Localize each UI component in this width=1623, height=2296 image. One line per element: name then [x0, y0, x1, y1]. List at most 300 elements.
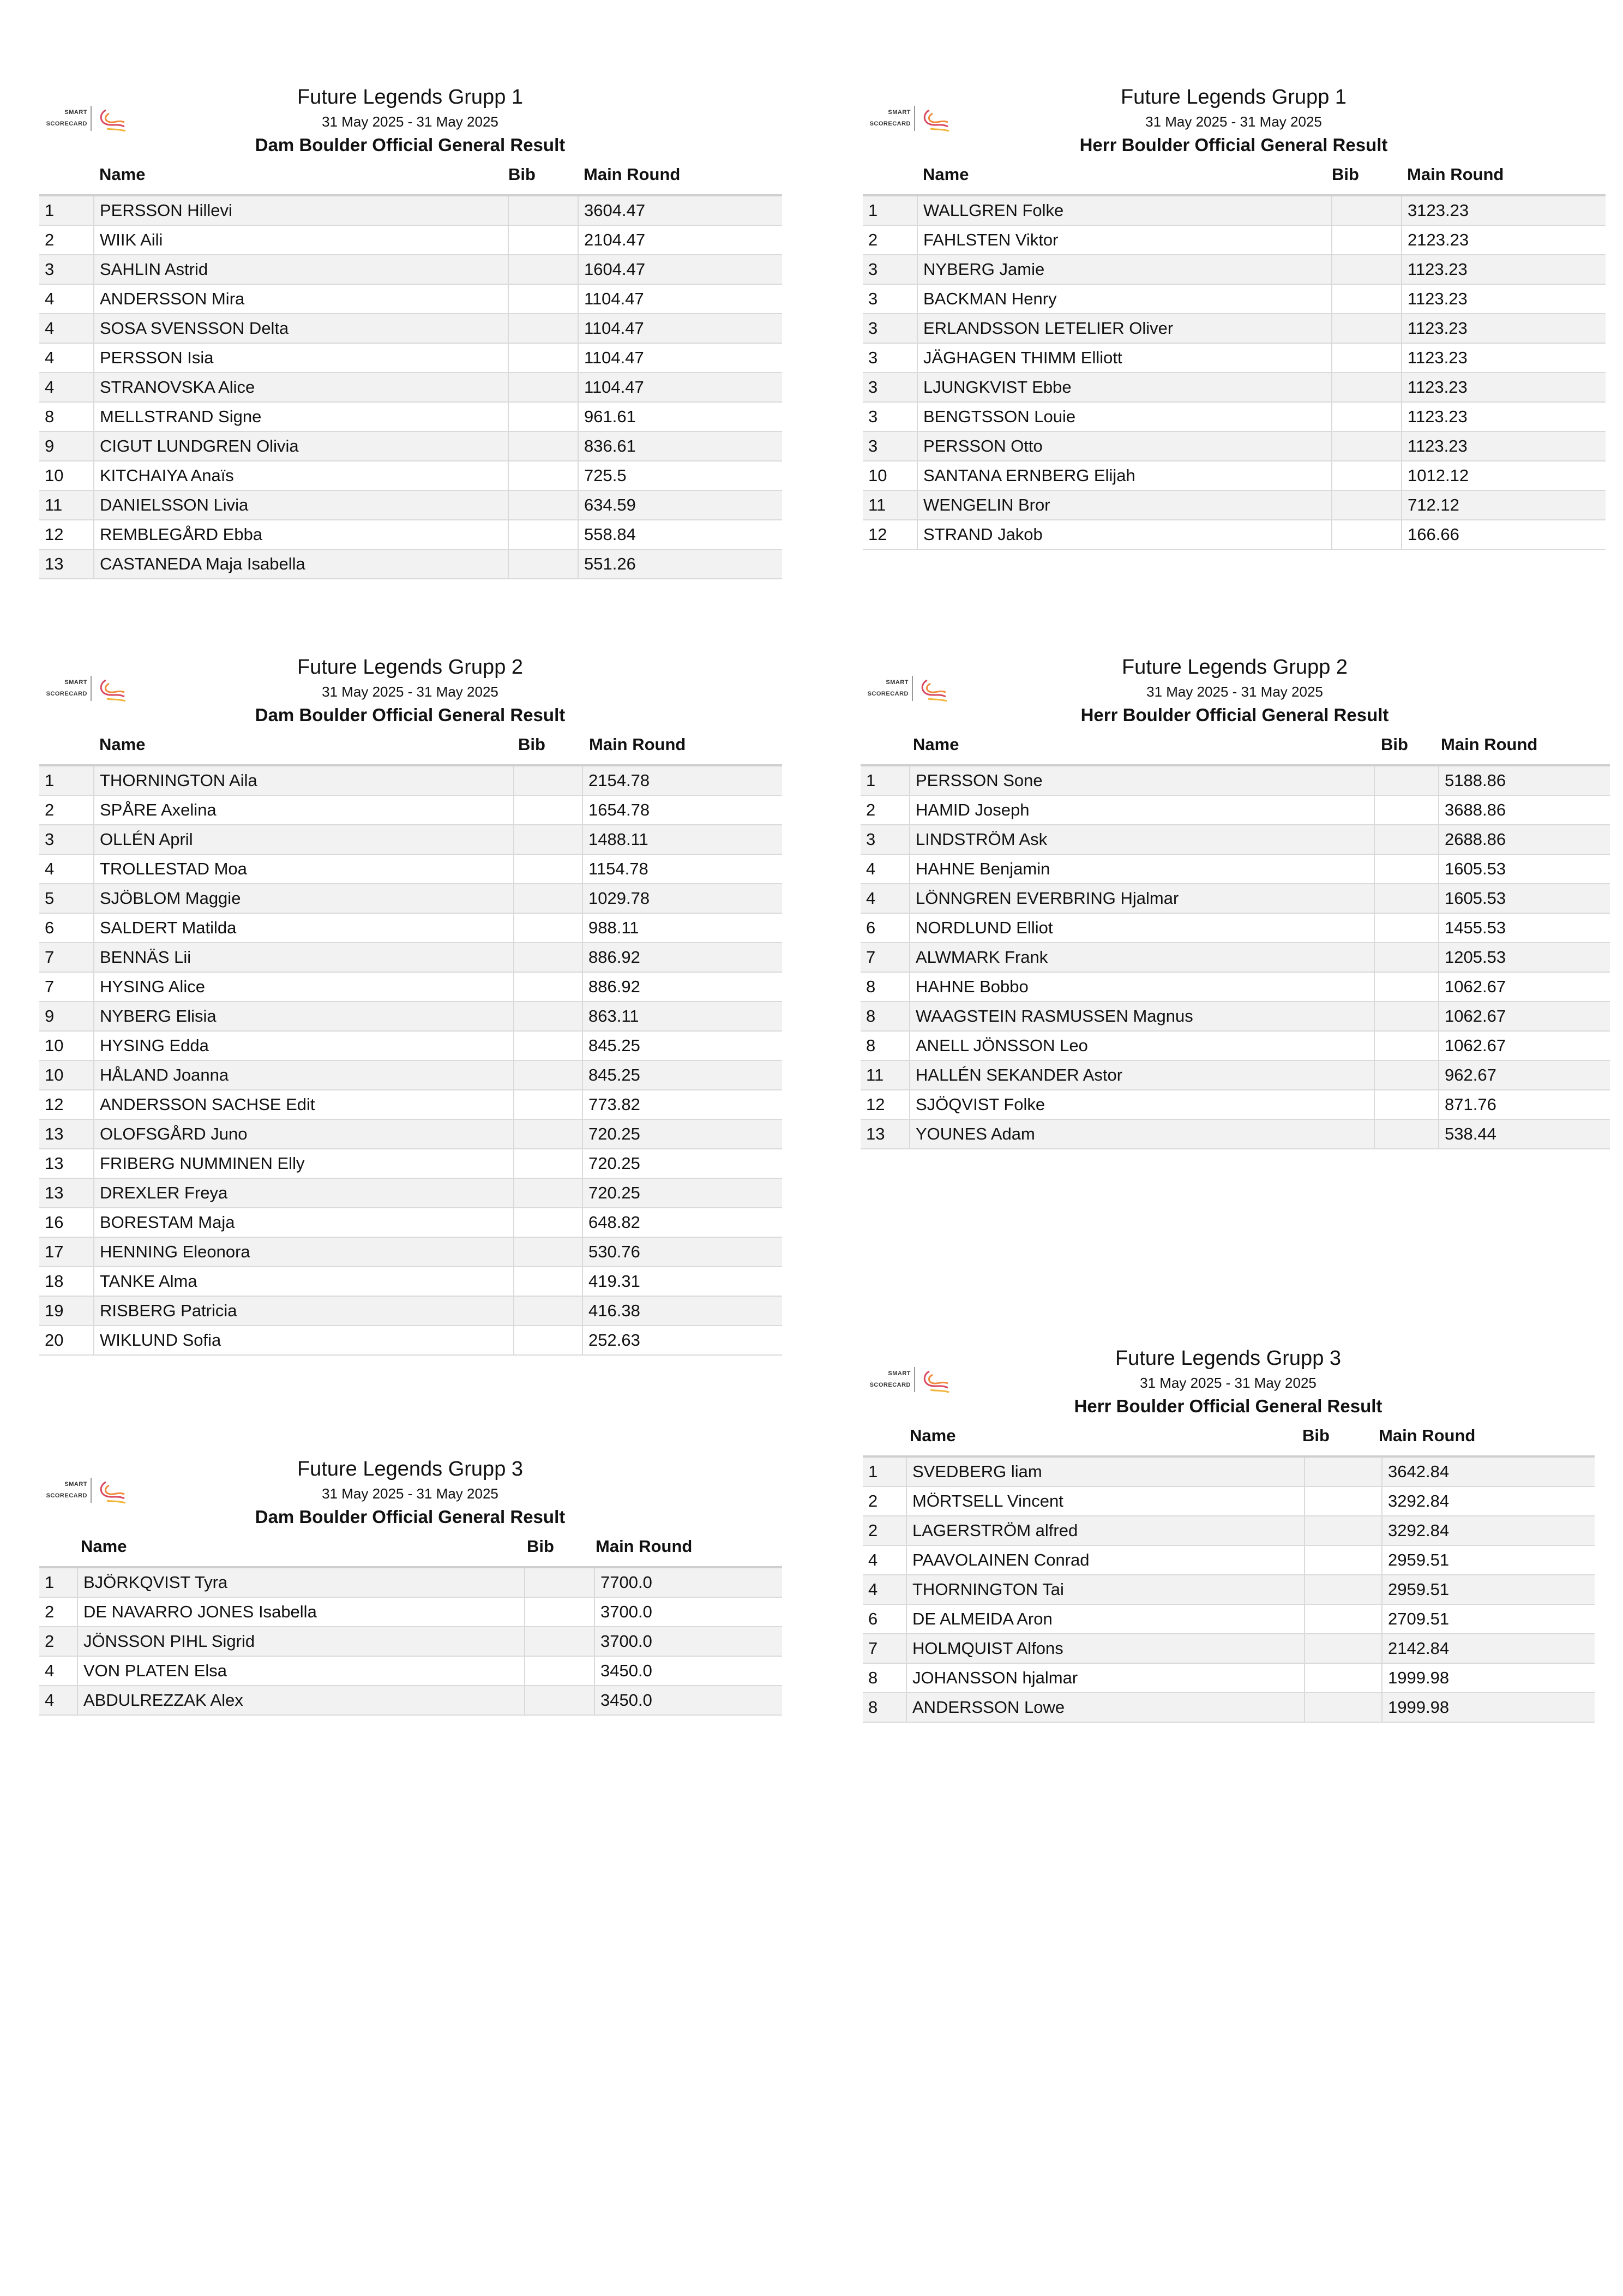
rank-cell: 7 [861, 943, 910, 972]
table-row [39, 343, 782, 373]
bib-cell [1374, 1119, 1439, 1149]
main-round-score-cell: 1455.53 [1439, 913, 1610, 943]
athlete-name-cell: ABDULREZZAK Alex [77, 1686, 525, 1715]
main-round-score-cell: 725.5 [578, 461, 782, 490]
rank-cell: 3 [863, 343, 917, 373]
competition-title: Future Legends Grupp 3 [297, 1458, 524, 1480]
table-row [863, 1516, 1595, 1545]
athlete-name-cell: BACKMAN Henry [917, 284, 1332, 314]
athlete-name-cell: THORNINGTON Aila [94, 765, 514, 795]
table-row [861, 795, 1610, 825]
main-round-score-cell: 2142.84 [1382, 1634, 1595, 1663]
table-row [39, 1208, 782, 1237]
logo-text-line: SMART [64, 1481, 87, 1488]
bib-cell [1305, 1693, 1382, 1722]
main-round-score-cell: 7700.0 [594, 1567, 782, 1597]
bib-cell [508, 520, 578, 549]
table-row [863, 373, 1606, 402]
main-round-score-cell: 1154.78 [582, 854, 782, 884]
athlete-name-cell: SALDERT Matilda [94, 913, 514, 943]
results-table [863, 194, 1606, 550]
main-round-score-cell: 252.63 [582, 1326, 782, 1355]
bib-cell [1305, 1634, 1382, 1663]
smart-scorecard-logo [41, 1478, 134, 1504]
table-row [863, 1693, 1595, 1722]
bib-cell [508, 225, 578, 255]
athlete-name-cell: DREXLER Freya [94, 1178, 514, 1208]
main-round-score-cell: 530.76 [582, 1237, 782, 1267]
main-round-score-cell: 3604.47 [578, 195, 782, 225]
smart-scorecard-logo [865, 1367, 958, 1393]
bib-cell [514, 765, 582, 795]
athlete-name-cell: HOLMQUIST Alfons [906, 1634, 1305, 1663]
column-headers [39, 163, 782, 187]
athlete-name-cell: FRIBERG NUMMINEN Elly [94, 1149, 514, 1178]
logo-text-line: SCORECARD [869, 121, 911, 127]
main-round-score-cell: 1062.67 [1439, 1002, 1610, 1031]
result-header [39, 1454, 782, 1566]
main-round-score-cell: 988.11 [582, 913, 782, 943]
rank-cell: 3 [863, 284, 917, 314]
column-header-bib: Bib [527, 1537, 554, 1556]
column-header-name: Name [910, 1426, 956, 1445]
table-row [863, 461, 1606, 490]
table-row [39, 1149, 782, 1178]
athlete-name-cell: CIGUT LUNDGREN Olivia [94, 431, 508, 461]
swirl-icon [96, 108, 129, 132]
logo-text-line: SCORECARD [46, 121, 87, 127]
competition-title: Future Legends Grupp 1 [1120, 86, 1347, 109]
table-row [863, 343, 1606, 373]
bib-cell [514, 1090, 582, 1119]
table-row [863, 225, 1606, 255]
bib-cell [1332, 490, 1402, 520]
main-round-score-cell: 1605.53 [1439, 884, 1610, 913]
rank-cell: 1 [861, 765, 910, 795]
table-row [39, 255, 782, 284]
main-round-score-cell: 961.61 [578, 402, 782, 431]
rank-cell: 11 [861, 1060, 910, 1090]
bib-cell [1374, 1060, 1439, 1090]
athlete-name-cell: HÅLAND Joanna [94, 1060, 514, 1090]
rank-cell: 6 [39, 913, 94, 943]
table-row [861, 913, 1610, 943]
bib-cell [1332, 431, 1402, 461]
logo-text [46, 107, 87, 130]
logo-divider [91, 1478, 92, 1503]
rank-cell: 3 [861, 825, 910, 854]
main-round-score-cell: 720.25 [582, 1178, 782, 1208]
table-row [863, 1663, 1595, 1693]
athlete-name-cell: DANIELSSON Livia [94, 490, 508, 520]
competition-dates: 31 May 2025 - 31 May 2025 [322, 684, 498, 700]
bib-cell [514, 795, 582, 825]
bib-cell [1332, 461, 1402, 490]
table-row [39, 284, 782, 314]
main-round-score-cell: 1604.47 [578, 255, 782, 284]
rank-cell: 19 [39, 1296, 94, 1326]
rank-cell: 2 [39, 225, 94, 255]
rank-cell: 5 [39, 884, 94, 913]
rank-cell: 10 [39, 461, 94, 490]
rank-cell: 1 [39, 195, 94, 225]
rank-cell: 8 [863, 1693, 906, 1722]
competition-dates: 31 May 2025 - 31 May 2025 [1146, 684, 1323, 700]
bib-cell [1374, 913, 1439, 943]
table-row [39, 765, 782, 795]
athlete-name-cell: NYBERG Jamie [917, 255, 1332, 284]
rank-cell: 4 [863, 1545, 906, 1575]
main-round-score-cell: 720.25 [582, 1149, 782, 1178]
main-round-score-cell: 1488.11 [582, 825, 782, 854]
table-row [39, 490, 782, 520]
rank-cell: 2 [39, 795, 94, 825]
smart-scorecard-logo [865, 106, 958, 132]
main-round-score-cell: 1029.78 [582, 884, 782, 913]
result-subtitle: Dam Boulder Official General Result [255, 1507, 566, 1527]
table-row [861, 884, 1610, 913]
column-headers [39, 733, 782, 757]
athlete-name-cell: JOHANSSON hjalmar [906, 1663, 1305, 1693]
logo-text [870, 1368, 911, 1391]
rank-cell: 4 [861, 854, 910, 884]
main-round-score-cell: 1999.98 [1382, 1663, 1595, 1693]
column-headers [863, 1424, 1595, 1448]
athlete-name-cell: NORDLUND Elliot [910, 913, 1374, 943]
bib-cell [514, 854, 582, 884]
bib-cell [1374, 765, 1439, 795]
results-table [39, 194, 782, 579]
bib-cell [514, 972, 582, 1002]
bib-cell [1374, 1002, 1439, 1031]
bib-cell [508, 195, 578, 225]
bib-cell [1332, 520, 1402, 549]
table-row [39, 1326, 782, 1355]
rank-cell: 10 [863, 461, 917, 490]
rank-cell: 2 [863, 225, 917, 255]
athlete-name-cell: THORNINGTON Tai [906, 1575, 1305, 1604]
table-row [39, 943, 782, 972]
table-row [39, 431, 782, 461]
rank-cell: 4 [39, 314, 94, 343]
rank-cell: 16 [39, 1208, 94, 1237]
logo-text [868, 677, 909, 700]
column-header-main-round: Main Round [584, 165, 681, 184]
bib-cell [514, 1119, 582, 1149]
athlete-name-cell: BENGTSSON Louie [917, 402, 1332, 431]
rank-cell: 4 [39, 343, 94, 373]
bib-cell [514, 1031, 582, 1060]
athlete-name-cell: HYSING Alice [94, 972, 514, 1002]
logo-text [46, 1479, 87, 1502]
column-header-bib: Bib [1332, 165, 1359, 184]
bib-cell [514, 884, 582, 913]
competition-dates: 31 May 2025 - 31 May 2025 [322, 1485, 498, 1502]
results-table [863, 1455, 1595, 1723]
rank-cell: 2 [39, 1627, 77, 1656]
table-row [863, 520, 1606, 549]
table-row [39, 1031, 782, 1060]
athlete-name-cell: OLOFSGÅRD Juno [94, 1119, 514, 1149]
athlete-name-cell: MÖRTSELL Vincent [906, 1486, 1305, 1516]
main-round-score-cell: 712.12 [1402, 490, 1606, 520]
rank-cell: 13 [39, 549, 94, 579]
athlete-name-cell: TANKE Alma [94, 1267, 514, 1296]
athlete-name-cell: WIKLUND Sofia [94, 1326, 514, 1355]
table-row [861, 1002, 1610, 1031]
rank-cell: 2 [39, 1597, 77, 1627]
rank-cell: 17 [39, 1237, 94, 1267]
bib-cell [508, 255, 578, 284]
athlete-name-cell: OLLÉN April [94, 825, 514, 854]
main-round-score-cell: 2154.78 [582, 765, 782, 795]
athlete-name-cell: LINDSTRÖM Ask [910, 825, 1374, 854]
logo-divider [912, 676, 913, 701]
table-row [39, 1002, 782, 1031]
bib-cell [525, 1686, 594, 1715]
table-row [39, 795, 782, 825]
rank-cell: 2 [863, 1486, 906, 1516]
bib-cell [514, 1326, 582, 1355]
rank-cell: 8 [861, 1002, 910, 1031]
rank-cell: 9 [39, 1002, 94, 1031]
main-round-score-cell: 419.31 [582, 1267, 782, 1296]
table-row [861, 825, 1610, 854]
rank-cell: 4 [861, 884, 910, 913]
athlete-name-cell: SAHLIN Astrid [94, 255, 508, 284]
main-round-score-cell: 836.61 [578, 431, 782, 461]
athlete-name-cell: SPÅRE Axelina [94, 795, 514, 825]
rank-cell: 6 [863, 1604, 906, 1634]
main-round-score-cell: 845.25 [582, 1031, 782, 1060]
column-header-name: Name [99, 165, 146, 184]
athlete-name-cell: BORESTAM Maja [94, 1208, 514, 1237]
athlete-name-cell: VON PLATEN Elsa [77, 1656, 525, 1686]
rank-cell: 8 [861, 972, 910, 1002]
table-row [861, 1060, 1610, 1090]
athlete-name-cell: CASTANEDA Maja Isabella [94, 549, 508, 579]
main-round-score-cell: 1123.23 [1402, 402, 1606, 431]
table-row [863, 284, 1606, 314]
rank-cell: 13 [39, 1149, 94, 1178]
athlete-name-cell: HAHNE Bobbo [910, 972, 1374, 1002]
rank-cell: 3 [39, 825, 94, 854]
table-row [863, 1545, 1595, 1575]
result-block [863, 82, 1606, 550]
athlete-name-cell: ANDERSSON SACHSE Edit [94, 1090, 514, 1119]
bib-cell [1332, 195, 1402, 225]
table-row [863, 490, 1606, 520]
main-round-score-cell: 3450.0 [594, 1686, 782, 1715]
athlete-name-cell: STRANOVSKA Alice [94, 373, 508, 402]
athlete-name-cell: WENGELIN Bror [917, 490, 1332, 520]
main-round-score-cell: 1605.53 [1439, 854, 1610, 884]
main-round-score-cell: 1012.12 [1402, 461, 1606, 490]
bib-cell [1332, 373, 1402, 402]
main-round-score-cell: 871.76 [1439, 1090, 1610, 1119]
bib-cell [514, 913, 582, 943]
main-round-score-cell: 1123.23 [1402, 343, 1606, 373]
result-subtitle: Herr Boulder Official General Result [1080, 705, 1389, 725]
bib-cell [1374, 1031, 1439, 1060]
main-round-score-cell: 416.38 [582, 1296, 782, 1326]
athlete-name-cell: HAMID Joseph [910, 795, 1374, 825]
rank-cell: 3 [863, 402, 917, 431]
table-row [39, 972, 782, 1002]
bib-cell [514, 1060, 582, 1090]
column-header-bib: Bib [1302, 1426, 1330, 1445]
bib-cell [508, 284, 578, 314]
table-row [39, 1119, 782, 1149]
rank-cell: 4 [39, 854, 94, 884]
main-round-score-cell: 1654.78 [582, 795, 782, 825]
athlete-name-cell: BENNÄS Lii [94, 943, 514, 972]
rank-cell: 4 [39, 1656, 77, 1686]
rank-cell: 4 [39, 373, 94, 402]
table-row [39, 314, 782, 343]
athlete-name-cell: HALLÉN SEKANDER Astor [910, 1060, 1374, 1090]
column-header-main-round: Main Round [1379, 1426, 1476, 1445]
table-row [39, 1237, 782, 1267]
athlete-name-cell: WAAGSTEIN RASMUSSEN Magnus [910, 1002, 1374, 1031]
table-row [863, 1575, 1595, 1604]
rank-cell: 12 [863, 520, 917, 549]
bib-cell [1374, 972, 1439, 1002]
athlete-name-cell: ANDERSSON Mira [94, 284, 508, 314]
result-header [863, 1343, 1595, 1455]
main-round-score-cell: 863.11 [582, 1002, 782, 1031]
bib-cell [508, 402, 578, 431]
athlete-name-cell: KITCHAIYA Anaïs [94, 461, 508, 490]
athlete-name-cell: PERSSON Otto [917, 431, 1332, 461]
main-round-score-cell: 1123.23 [1402, 255, 1606, 284]
rank-cell: 3 [863, 373, 917, 402]
rank-cell: 13 [39, 1119, 94, 1149]
athlete-name-cell: HAHNE Benjamin [910, 854, 1374, 884]
rank-cell: 4 [39, 1686, 77, 1715]
table-row [39, 1060, 782, 1090]
bib-cell [1305, 1456, 1382, 1486]
main-round-score-cell: 845.25 [582, 1060, 782, 1090]
column-headers [863, 163, 1606, 187]
rank-cell: 7 [39, 972, 94, 1002]
result-header [861, 652, 1610, 764]
table-row [39, 520, 782, 549]
athlete-name-cell: SJÖQVIST Folke [910, 1090, 1374, 1119]
rank-cell: 13 [861, 1119, 910, 1149]
smart-scorecard-logo [863, 676, 955, 702]
athlete-name-cell: ANDERSSON Lowe [906, 1693, 1305, 1722]
athlete-name-cell: JÄGHAGEN THIMM Elliott [917, 343, 1332, 373]
swirl-icon [919, 108, 952, 132]
table-row [39, 549, 782, 579]
table-row [861, 1119, 1610, 1149]
result-block [863, 1343, 1595, 1723]
table-row [39, 1686, 782, 1715]
column-header-name: Name [923, 165, 969, 184]
athlete-name-cell: ANELL JÖNSSON Leo [910, 1031, 1374, 1060]
bib-cell [508, 314, 578, 343]
smart-scorecard-logo [41, 676, 134, 702]
main-round-score-cell: 720.25 [582, 1119, 782, 1149]
bib-cell [1305, 1516, 1382, 1545]
bib-cell [508, 549, 578, 579]
main-round-score-cell: 1104.47 [578, 284, 782, 314]
bib-cell [525, 1597, 594, 1627]
bib-cell [1374, 854, 1439, 884]
main-round-score-cell: 3700.0 [594, 1627, 782, 1656]
bib-cell [1305, 1575, 1382, 1604]
bib-cell [1332, 314, 1402, 343]
table-row [39, 854, 782, 884]
bib-cell [1374, 1090, 1439, 1119]
result-header [39, 652, 782, 764]
athlete-name-cell: HENNING Eleonora [94, 1237, 514, 1267]
logo-text [870, 107, 911, 130]
swirl-icon [919, 1369, 952, 1393]
bib-cell [525, 1567, 594, 1597]
rank-cell: 10 [39, 1060, 94, 1090]
rank-cell: 8 [863, 1663, 906, 1693]
main-round-score-cell: 558.84 [578, 520, 782, 549]
column-header-main-round: Main Round [1441, 735, 1538, 754]
competition-title: Future Legends Grupp 2 [297, 656, 524, 679]
bib-cell [1305, 1604, 1382, 1634]
logo-text-line: SCORECARD [867, 691, 909, 697]
bib-cell [1374, 884, 1439, 913]
rank-cell: 3 [863, 314, 917, 343]
bib-cell [508, 461, 578, 490]
bib-cell [1374, 795, 1439, 825]
table-row [863, 195, 1606, 225]
rank-cell: 3 [863, 255, 917, 284]
table-row [863, 314, 1606, 343]
rank-cell: 13 [39, 1178, 94, 1208]
bib-cell [508, 343, 578, 373]
athlete-name-cell: REMBLEGÅRD Ebba [94, 520, 508, 549]
table-row [863, 402, 1606, 431]
competition-title: Future Legends Grupp 2 [1121, 656, 1348, 679]
column-header-main-round: Main Round [596, 1537, 693, 1556]
result-block [39, 82, 782, 579]
main-round-score-cell: 5188.86 [1439, 765, 1610, 795]
rank-cell: 12 [39, 520, 94, 549]
main-round-score-cell: 3292.84 [1382, 1516, 1595, 1545]
main-round-score-cell: 1123.23 [1402, 284, 1606, 314]
athlete-name-cell: LAGERSTRÖM alfred [906, 1516, 1305, 1545]
rank-cell: 1 [863, 1456, 906, 1486]
logo-text-line: SMART [888, 109, 911, 116]
result-block [39, 1454, 782, 1716]
column-headers [861, 733, 1610, 757]
athlete-name-cell: PAAVOLAINEN Conrad [906, 1545, 1305, 1575]
main-round-score-cell: 2709.51 [1382, 1604, 1595, 1634]
main-round-score-cell: 2959.51 [1382, 1545, 1595, 1575]
logo-divider [914, 1367, 915, 1392]
column-header-bib: Bib [1381, 735, 1408, 754]
smart-scorecard-logo [41, 106, 134, 132]
table-row [39, 1597, 782, 1627]
athlete-name-cell: WALLGREN Folke [917, 195, 1332, 225]
table-row [863, 1486, 1595, 1516]
results-table [39, 1566, 782, 1716]
rank-cell: 3 [863, 431, 917, 461]
main-round-score-cell: 1062.67 [1439, 1031, 1610, 1060]
table-row [39, 1090, 782, 1119]
athlete-name-cell: PERSSON Isia [94, 343, 508, 373]
main-round-score-cell: 166.66 [1402, 520, 1606, 549]
rank-cell: 2 [861, 795, 910, 825]
